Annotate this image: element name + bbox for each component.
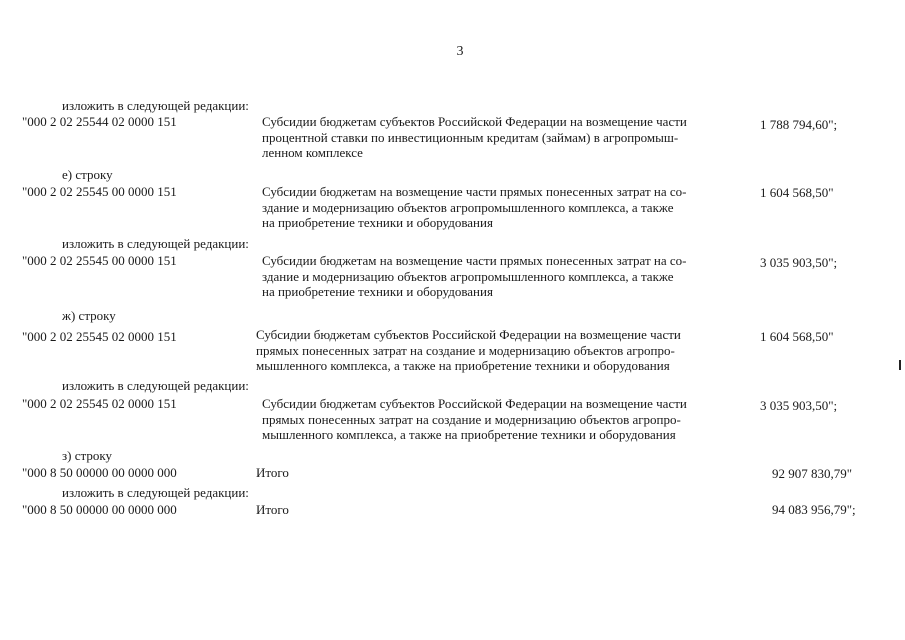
page-number: 3 — [456, 44, 464, 59]
description-line: Итого — [256, 465, 289, 480]
entry-heading: изложить в следующей редакции: — [62, 98, 249, 113]
description-line: Итого — [256, 502, 289, 517]
description-line: здание и модернизацию объектов агропромышленного комплекса, а также — [262, 199, 674, 215]
entry-heading: изложить в следующей редакции: — [62, 236, 249, 251]
entry-description — [256, 327, 756, 374]
entry-description — [256, 502, 756, 518]
entry-description — [262, 253, 762, 300]
description-line: мышленного комплекса, а также на приобретение техники и оборудования — [262, 427, 676, 442]
entry-description — [262, 114, 762, 161]
entry-amount: 1 604 568,50" — [760, 185, 834, 200]
budget-code: "000 2 02 25545 00 0000 151 — [22, 253, 177, 268]
entry-heading: изложить в следующей редакции: — [62, 378, 249, 393]
description-line: Субсидии бюджетам на возмещение части прямых понесенных затрат на со- — [262, 184, 687, 199]
entry-amount: 3 035 903,50"; — [760, 255, 838, 270]
budget-code: "000 2 02 25545 02 0000 151 — [22, 396, 177, 411]
entry-heading: изложить в следующей редакции: — [62, 485, 249, 500]
budget-code: "000 8 50 00000 00 0000 000 — [22, 465, 177, 480]
description-line: Субсидии бюджетам субъектов Российской Федерации на возмещение части — [262, 396, 687, 411]
description-line: Субсидии бюджетам субъектов Российской Федерации на возмещение части — [256, 327, 681, 342]
description-line: здание и модернизацию объектов агропромышленного комплекса, а также — [262, 268, 674, 284]
budget-code: "000 2 02 25545 02 0000 151 — [22, 329, 177, 344]
budget-code: "000 2 02 25545 00 0000 151 — [22, 184, 177, 199]
entry-amount: 1 788 794,60"; — [760, 117, 838, 132]
description-line: мышленного комплекса, а также на приобретение техники и оборудования — [256, 358, 670, 373]
entry-amount: 94 083 956,79"; — [772, 502, 856, 517]
entry-heading: е) строку — [62, 167, 113, 182]
entry-amount: 1 604 568,50" — [760, 329, 834, 344]
description-line: Субсидии бюджетам на возмещение части прямых понесенных затрат на со- — [262, 253, 687, 268]
description-line: ленном комплексе — [262, 145, 363, 160]
entry-heading: ж) строку — [62, 308, 116, 323]
description-line: на приобретение техники и оборудования — [262, 215, 493, 230]
entry-description — [256, 465, 756, 481]
entry-description — [262, 396, 762, 443]
scan-margin-mark — [899, 360, 901, 370]
entry-amount: 3 035 903,50"; — [760, 398, 838, 413]
description-line: процентной ставки по инвестиционным кредитам (займам) в агропромыш- — [262, 129, 679, 145]
description-line: Субсидии бюджетам субъектов Российской Федерации на возмещение части — [262, 114, 687, 129]
budget-code: "000 2 02 25544 02 0000 151 — [22, 114, 177, 129]
entry-heading: з) строку — [62, 448, 112, 463]
entry-amount: 92 907 830,79" — [772, 466, 853, 481]
description-line: прямых понесенных затрат на создание и модернизацию объектов агропро- — [262, 411, 681, 427]
description-line: прямых понесенных затрат на создание и модернизацию объектов агропро- — [256, 342, 675, 358]
budget-code: "000 8 50 00000 00 0000 000 — [22, 502, 177, 517]
entry-description — [262, 184, 762, 231]
description-line: на приобретение техники и оборудования — [262, 284, 493, 299]
